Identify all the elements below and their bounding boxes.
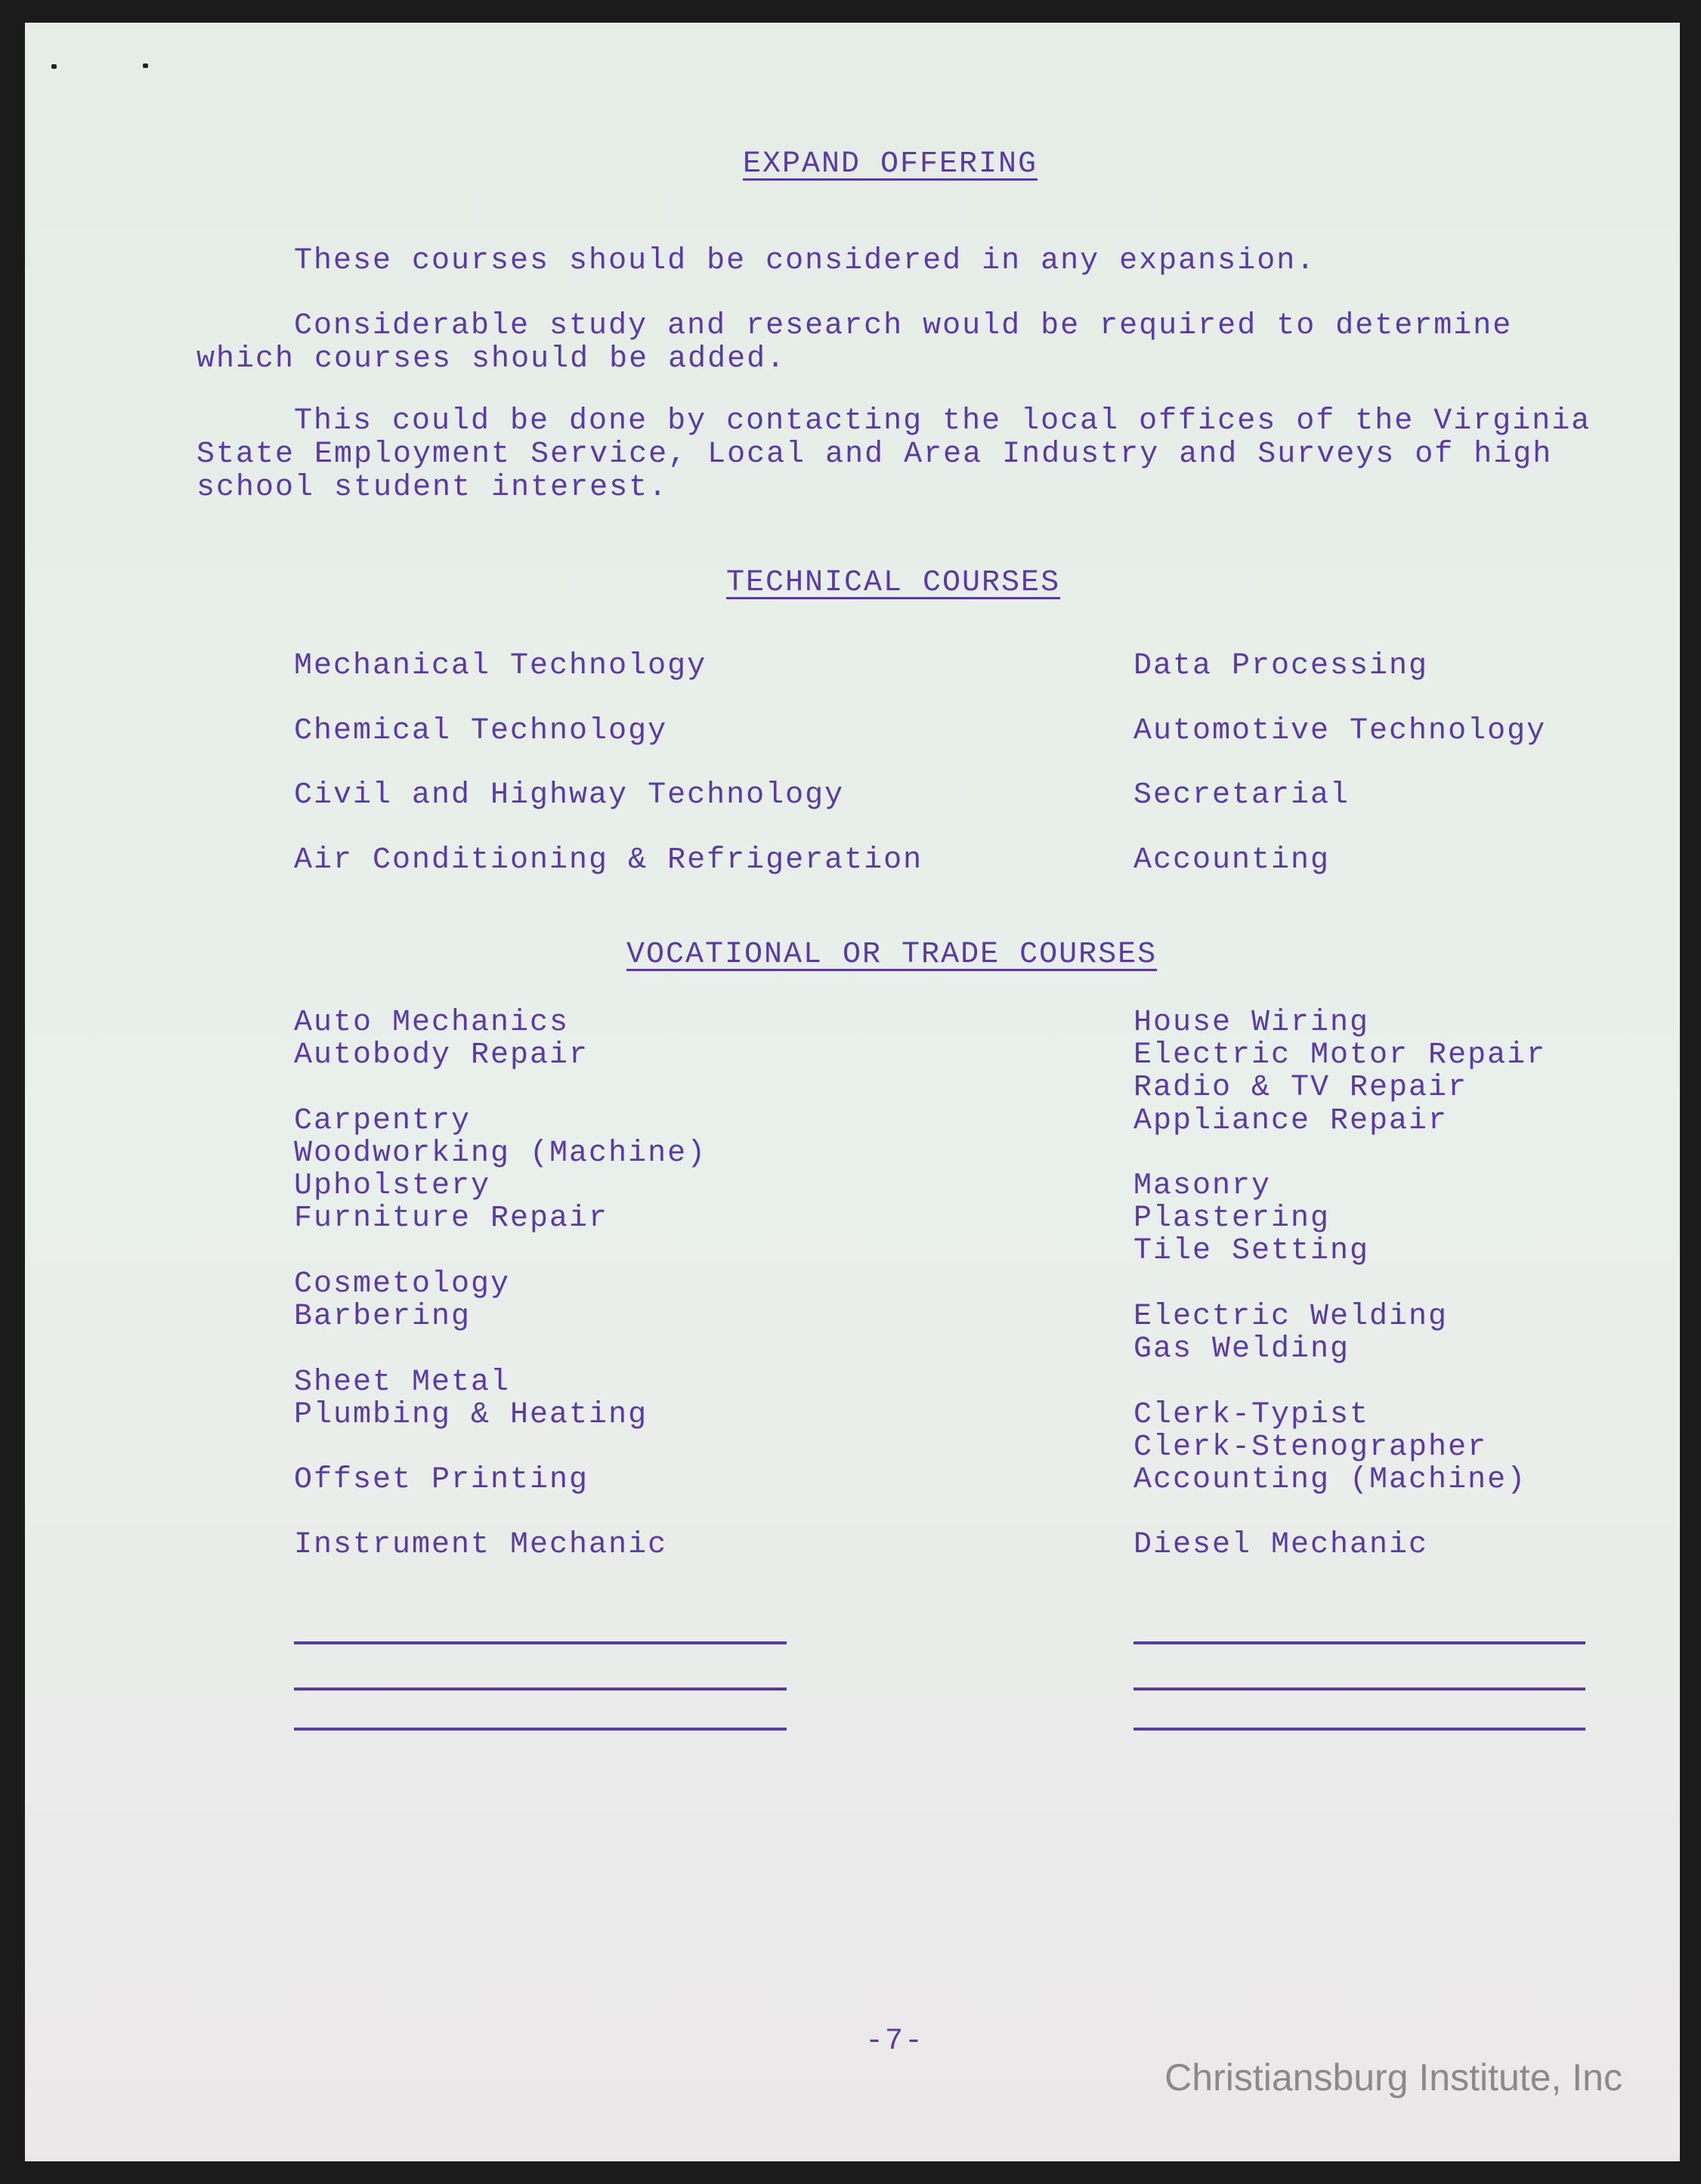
paragraph-line: which courses should be added. [196,342,787,376]
technical-course-right: Secretarial [1133,778,1350,812]
vocational-course-left: Plumbing & Heating [294,1398,648,1432]
blank-line-right [1133,1641,1585,1644]
blank-line-left [294,1687,787,1691]
vocational-course-left: Offset Printing [294,1463,589,1497]
speck [143,63,148,68]
blank-line-right [1133,1687,1585,1691]
paragraph-line: State Employment Service, Local and Area Industry and Surveys of high [196,438,1553,472]
technical-course-right: Automotive Technology [1133,714,1547,748]
vocational-course-left: Upholstery [294,1169,491,1203]
vocational-course-left: Cosmetology [294,1267,511,1301]
technical-course-right: Data Processing [1133,649,1429,683]
paragraph-line: school student interest. [196,471,669,505]
vocational-course-right: Masonry [1133,1169,1272,1203]
paragraph-line: Considerable study and research would be required to determine [294,309,1513,343]
vocational-course-right: Gas Welding [1133,1332,1350,1366]
technical-course-left: Mechanical Technology [294,649,707,683]
vocational-course-right: Radio & TV Repair [1133,1071,1468,1105]
document-page [25,23,1680,2161]
vocational-course-left: Instrument Mechanic [294,1528,668,1562]
vocational-course-right: Clerk-Stenographer [1133,1431,1488,1465]
vocational-course-right: Diesel Mechanic [1133,1528,1429,1562]
heading-vocational-courses: VOCATIONAL OR TRADE COURSES [626,938,1158,972]
technical-course-left: Civil and Highway Technology [294,778,845,812]
vocational-course-left: Auto Mechanics [294,1006,570,1040]
technical-course-left: Air Conditioning & Refrigeration [294,843,923,877]
vocational-course-left: Barbering [294,1300,472,1334]
vocational-course-right: Plastering [1133,1202,1331,1236]
vocational-course-right: Accounting (Machine) [1133,1463,1527,1497]
speck [51,64,57,69]
paragraph-line: This could be done by contacting the local offices of the Virginia [294,404,1591,438]
vocational-course-left: Furniture Repair [294,1202,609,1236]
watermark: Christiansburg Institute, Inc [1164,2056,1622,2099]
blank-line-right [1133,1728,1585,1731]
page-number: -7- [865,2025,925,2059]
vocational-course-left: Woodworking (Machine) [294,1137,707,1171]
vocational-course-right: Tile Setting [1133,1234,1370,1268]
blank-line-left [294,1728,787,1731]
blank-line-left [294,1641,787,1644]
paragraph-line: These courses should be considered in any expansion. [294,244,1316,278]
vocational-course-right: Appliance Repair [1133,1104,1449,1138]
vocational-course-right: House Wiring [1133,1006,1370,1040]
vocational-course-right: Electric Welding [1133,1300,1449,1334]
vocational-course-left: Carpentry [294,1104,472,1138]
vocational-course-right: Electric Motor Repair [1133,1038,1547,1072]
vocational-course-left: Sheet Metal [294,1366,511,1400]
technical-course-right: Accounting [1133,843,1331,877]
heading-technical-courses: TECHNICAL COURSES [726,566,1061,600]
heading-expand-offering: EXPAND OFFERING [743,147,1038,181]
vocational-course-left: Autobody Repair [294,1038,589,1072]
technical-course-left: Chemical Technology [294,714,668,748]
vocational-course-right: Clerk-Typist [1133,1398,1370,1432]
